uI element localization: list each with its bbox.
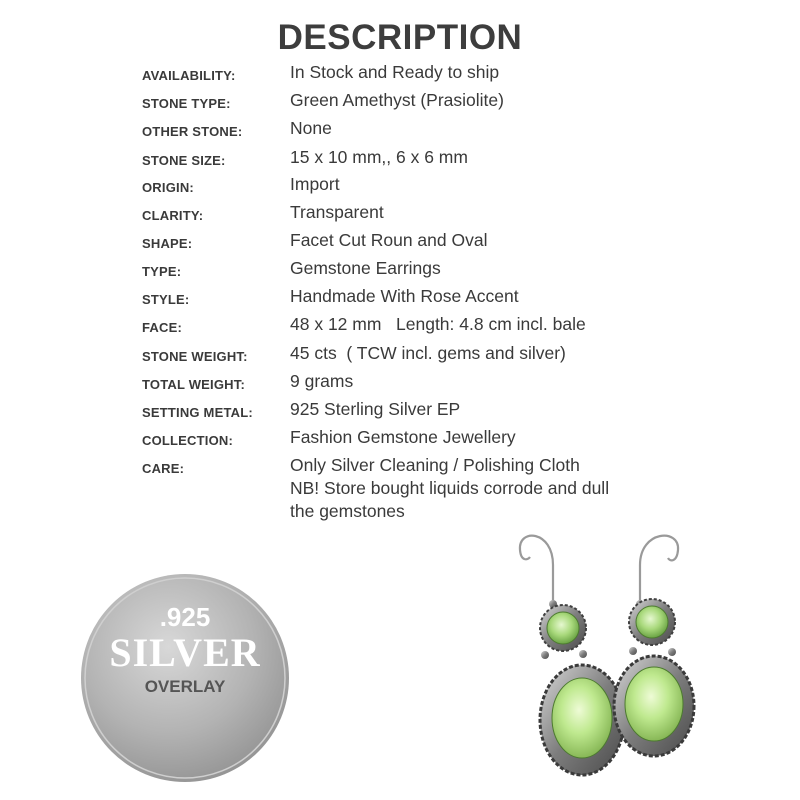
spec-value: In Stock and Ready to ship bbox=[290, 62, 500, 82]
spec-value: Green Amethyst (Prasiolite) bbox=[290, 90, 504, 110]
spec-row-stone-weight bbox=[0, 343, 800, 371]
spec-row-stone-size bbox=[0, 147, 800, 175]
badge-word: SILVER bbox=[109, 630, 261, 675]
spec-label: OTHER STONE: bbox=[142, 124, 243, 139]
spec-row-style bbox=[0, 286, 800, 314]
spec-row-type bbox=[0, 258, 800, 286]
ear-wire bbox=[640, 536, 678, 602]
ear-wire bbox=[520, 536, 553, 602]
spec-label: COLLECTION: bbox=[142, 433, 234, 448]
badge-sub: OVERLAY bbox=[144, 677, 226, 696]
spec-value: Import bbox=[290, 174, 340, 194]
spec-value: Transparent bbox=[290, 202, 384, 222]
spec-label: SETTING METAL: bbox=[142, 405, 253, 420]
spec-label: AVAILABILITY: bbox=[142, 68, 236, 83]
spec-label: TYPE: bbox=[142, 264, 182, 279]
spec-row-total-weight bbox=[0, 371, 800, 399]
spec-row-face bbox=[0, 314, 800, 342]
spec-value: Handmade With Rose Accent bbox=[290, 286, 519, 306]
spec-label: STONE SIZE: bbox=[142, 153, 226, 168]
spec-row-other-stone bbox=[0, 118, 800, 146]
spec-row-stone-type bbox=[0, 90, 800, 118]
spec-label: STONE WEIGHT: bbox=[142, 349, 248, 364]
spec-value-line-3: the gemstones bbox=[290, 501, 405, 521]
left-earring bbox=[520, 536, 624, 775]
badge-number: .925 bbox=[159, 602, 211, 632]
small-green-stone bbox=[636, 606, 668, 638]
right-earring bbox=[614, 536, 694, 756]
spec-value: Facet Cut Roun and Oval bbox=[290, 230, 488, 250]
spec-label: CARE: bbox=[142, 461, 185, 476]
spec-value: Only Silver Cleaning / Polishing Cloth bbox=[290, 455, 580, 475]
spec-value-line-2: NB! Store bought liquids corrode and dull bbox=[290, 478, 610, 498]
spec-label: CLARITY: bbox=[142, 208, 204, 223]
page-title: DESCRIPTION bbox=[277, 18, 523, 57]
spec-value: Gemstone Earrings bbox=[290, 258, 441, 278]
spec-row-origin bbox=[0, 174, 800, 202]
silver-bead bbox=[668, 648, 676, 656]
silver-overlay-badge bbox=[79, 572, 291, 784]
spec-label: SHAPE: bbox=[142, 236, 193, 251]
spec-value: 9 grams bbox=[290, 371, 354, 391]
spec-row-availability bbox=[0, 62, 800, 90]
spec-row-collection bbox=[0, 427, 800, 455]
spec-row-shape bbox=[0, 230, 800, 258]
spec-label: STONE TYPE: bbox=[142, 96, 231, 111]
spec-row-clarity bbox=[0, 202, 800, 230]
spec-label: STYLE: bbox=[142, 292, 190, 307]
spec-value: None bbox=[290, 118, 332, 138]
small-green-stone bbox=[547, 612, 579, 644]
silver-bead bbox=[629, 647, 637, 655]
spec-value: Fashion Gemstone Jewellery bbox=[290, 427, 516, 447]
spec-label: ORIGIN: bbox=[142, 180, 194, 195]
spec-label: TOTAL WEIGHT: bbox=[142, 377, 245, 392]
spec-value: 925 Sterling Silver EP bbox=[290, 399, 461, 419]
spec-value: 48 x 12 mm Length: 4.8 cm incl. bale bbox=[290, 314, 586, 334]
large-green-stone bbox=[625, 667, 683, 741]
silver-bead bbox=[579, 650, 587, 658]
earrings-product-image bbox=[500, 510, 700, 795]
spec-label: FACE: bbox=[142, 320, 182, 335]
spec-value: 45 cts ( TCW incl. gems and silver) bbox=[290, 343, 566, 363]
large-green-stone bbox=[552, 678, 612, 758]
spec-value: 15 x 10 mm,, 6 x 6 mm bbox=[290, 147, 468, 167]
silver-bead bbox=[541, 651, 549, 659]
spec-row-setting-metal bbox=[0, 399, 800, 427]
